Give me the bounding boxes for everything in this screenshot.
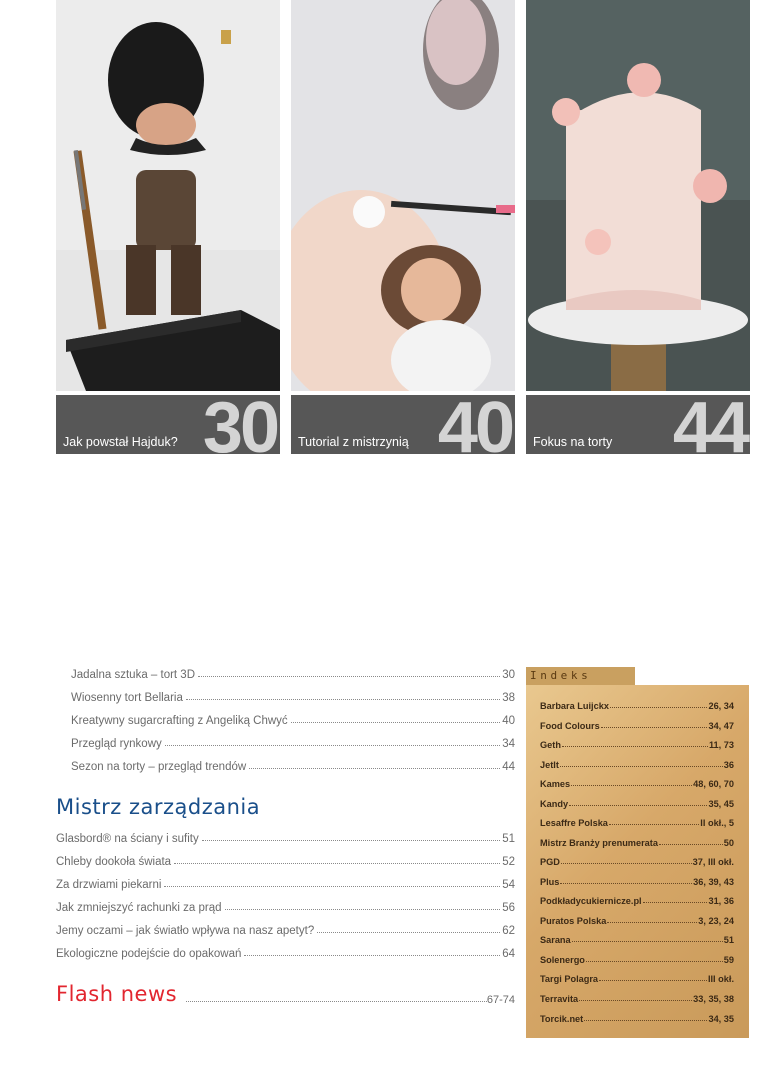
- toc-entry-page: 34: [502, 738, 515, 750]
- index-entry[interactable]: [540, 970, 734, 984]
- leader-dots: [561, 863, 692, 864]
- toc-entry-title: Jemy oczami – jak światło wpływa na nasz apetyt?: [56, 925, 315, 937]
- index-entry[interactable]: [540, 931, 734, 945]
- index-entry-pages: 31, 36: [708, 896, 734, 906]
- toc-entry-title: Jadalna sztuka – tort 3D: [71, 669, 196, 681]
- index-entry[interactable]: [540, 1010, 734, 1024]
- index-entry-name: Mistrz Branży prenumerata: [540, 838, 658, 848]
- leader-dots: [164, 886, 500, 887]
- toc-entry[interactable]: [56, 663, 515, 681]
- leader-dots: [165, 745, 500, 746]
- index-entry-pages: 36: [723, 760, 734, 770]
- index-entry-name: Solenergo: [540, 955, 585, 965]
- feature-caption-3[interactable]: [526, 395, 750, 454]
- toc-entry-page: 62: [502, 925, 515, 937]
- flash-news-entry[interactable]: [186, 990, 515, 1006]
- index-entry-name: Terravita: [540, 994, 579, 1004]
- leader-dots: [569, 805, 707, 806]
- index-entry-name: Sarana: [540, 935, 571, 945]
- leader-dots: [659, 844, 723, 845]
- index-entry[interactable]: [540, 990, 734, 1004]
- toc-entry-title: Przegląd rynkowy: [71, 738, 162, 750]
- leader-dots: [579, 1000, 692, 1001]
- leader-dots: [174, 863, 500, 864]
- feature-caption-text: Tutorial z mistrzynią: [298, 435, 409, 449]
- index-entry-name: Food Colours: [540, 721, 600, 731]
- index-entry-pages: III okł.: [707, 974, 734, 984]
- leader-dots: [244, 955, 500, 956]
- leader-dots: [202, 840, 501, 841]
- leader-dots: [560, 883, 692, 884]
- feature-photo-cake: [526, 0, 750, 391]
- toc-entry[interactable]: [56, 919, 515, 937]
- index-entry[interactable]: [540, 951, 734, 965]
- index-entry[interactable]: [540, 756, 734, 770]
- leader-dots: [607, 922, 697, 923]
- feature-photo-hajduk: [56, 0, 280, 391]
- leader-dots: [584, 1020, 707, 1021]
- toc-entry-title: Ekologiczne podejście do opakowań: [56, 948, 242, 960]
- toc-entry-page: 40: [502, 715, 515, 727]
- index-entry-pages: 37, III okł.: [692, 857, 734, 867]
- index-entry-name: Lesaffre Polska: [540, 818, 608, 828]
- leader-dots: [571, 785, 692, 786]
- flash-news-page: 67-74: [486, 994, 515, 1006]
- index-entry[interactable]: [540, 775, 734, 789]
- index-entry-pages: 36, 39, 43: [693, 877, 734, 887]
- leader-dots: [198, 676, 500, 677]
- leader-dots: [609, 824, 699, 825]
- toc-entry[interactable]: [56, 873, 515, 891]
- index-entry-name: JetIt: [540, 760, 559, 770]
- index-entry-name: Torcik.net: [540, 1014, 584, 1024]
- toc-entry-page: 51: [502, 833, 515, 845]
- index-entry-pages: 11, 73: [708, 740, 734, 750]
- leader-dots: [225, 909, 501, 910]
- toc-entry[interactable]: [56, 686, 515, 704]
- feature-caption-text: Jak powstał Hajduk?: [63, 435, 178, 449]
- index-entry-pages: II okł., 5: [700, 818, 734, 828]
- leader-dots: [572, 941, 723, 942]
- index-entry-pages: 26, 34: [708, 701, 734, 711]
- leader-dots: [291, 722, 501, 723]
- index-entry-name: Barbara Luijckx: [540, 701, 609, 711]
- leader-dots: [560, 766, 723, 767]
- feature-caption-text: Fokus na torty: [533, 435, 613, 449]
- index-entry[interactable]: [540, 814, 734, 828]
- toc-entry-title: Za drzwiami piekarni: [56, 879, 162, 891]
- index-entry-pages: 34, 35: [708, 1014, 734, 1024]
- leader-dots: [643, 902, 708, 903]
- index-entry[interactable]: [540, 912, 734, 926]
- index-entry-pages: 35, 45: [708, 799, 734, 809]
- index-entry-pages: 3, 23, 24: [698, 916, 734, 926]
- toc-entry[interactable]: [56, 942, 515, 960]
- index-entry-name: Plus: [540, 877, 560, 887]
- feature-caption-2[interactable]: [291, 395, 515, 454]
- toc-entry[interactable]: [56, 896, 515, 914]
- index-entry[interactable]: [540, 795, 734, 809]
- toc-entry[interactable]: [56, 850, 515, 868]
- feature-page-number: 40: [437, 395, 512, 454]
- section-title-flash-news[interactable]: Flash news: [56, 982, 178, 1006]
- toc-entry-title: Sezon na torty – przegląd trendów: [71, 761, 247, 773]
- toc-entry-page: 30: [502, 669, 515, 681]
- toc-entry-page: 54: [502, 879, 515, 891]
- toc-entry-title: Kreatywny sugarcrafting z Angeliką Chwyć: [71, 715, 288, 727]
- toc-entry-title: Wiosenny tort Bellaria: [71, 692, 183, 704]
- toc-entry[interactable]: [56, 827, 515, 845]
- feature-page-number: 44: [672, 395, 747, 454]
- leader-dots: [186, 699, 500, 700]
- index-entry-pages: 33, 35, 38: [693, 994, 734, 1004]
- leader-dots: [562, 746, 708, 747]
- feature-photo-tutorial: [291, 0, 515, 391]
- index-entry-name: PGD: [540, 857, 560, 867]
- index-entry[interactable]: [540, 697, 734, 711]
- index-entry-name: Puratos Polska: [540, 916, 607, 926]
- index-entry[interactable]: [540, 873, 734, 887]
- leader-dots: [601, 727, 708, 728]
- index-title: Indeks: [526, 667, 635, 685]
- index-entry-name: Geth: [540, 740, 561, 750]
- feature-page-number: 30: [202, 395, 277, 454]
- index-entry[interactable]: [540, 892, 734, 906]
- toc-entry-page: 56: [502, 902, 515, 914]
- index-entry-pages: 34, 47: [708, 721, 734, 731]
- index-entry[interactable]: [540, 834, 734, 848]
- toc-entry[interactable]: [56, 732, 515, 750]
- leader-dots: [610, 707, 708, 708]
- index-entry[interactable]: [540, 736, 734, 750]
- toc-entry-page: 52: [502, 856, 515, 868]
- index-entry-name: Kandy: [540, 799, 569, 809]
- leader-dots: [186, 1001, 487, 1002]
- index-entry-name: Podkładycukiernicze.pl: [540, 896, 642, 906]
- toc-entry[interactable]: [56, 755, 515, 773]
- index-entry[interactable]: [540, 853, 734, 867]
- leader-dots: [249, 768, 500, 769]
- leader-dots: [599, 980, 707, 981]
- leader-dots: [317, 932, 500, 933]
- feature-caption-1[interactable]: [56, 395, 280, 454]
- toc-entry-title: Glasbord® na ściany i sufity: [56, 833, 199, 845]
- toc-entry-page: 44: [502, 761, 515, 773]
- index-entry-name: Targi Polagra: [540, 974, 599, 984]
- index-entry-pages: 50: [723, 838, 734, 848]
- index-entry-name: Kames: [540, 779, 571, 789]
- index-entry-pages: 51: [723, 935, 734, 945]
- toc-entry-page: 38: [502, 692, 515, 704]
- toc-entry[interactable]: [56, 709, 515, 727]
- index-entry-pages: 59: [723, 955, 734, 965]
- leader-dots: [586, 961, 723, 962]
- toc-entry-page: 64: [502, 948, 515, 960]
- index-entry-pages: 48, 60, 70: [693, 779, 734, 789]
- index-box: [526, 685, 749, 1038]
- toc-entry-title: Jak zmniejszyć rachunki za prąd: [56, 902, 222, 914]
- index-entry[interactable]: [540, 717, 734, 731]
- toc-entry-title: Chleby dookoła świata: [56, 856, 172, 868]
- section-title-mistrz: Mistrz zarządzania: [56, 795, 261, 819]
